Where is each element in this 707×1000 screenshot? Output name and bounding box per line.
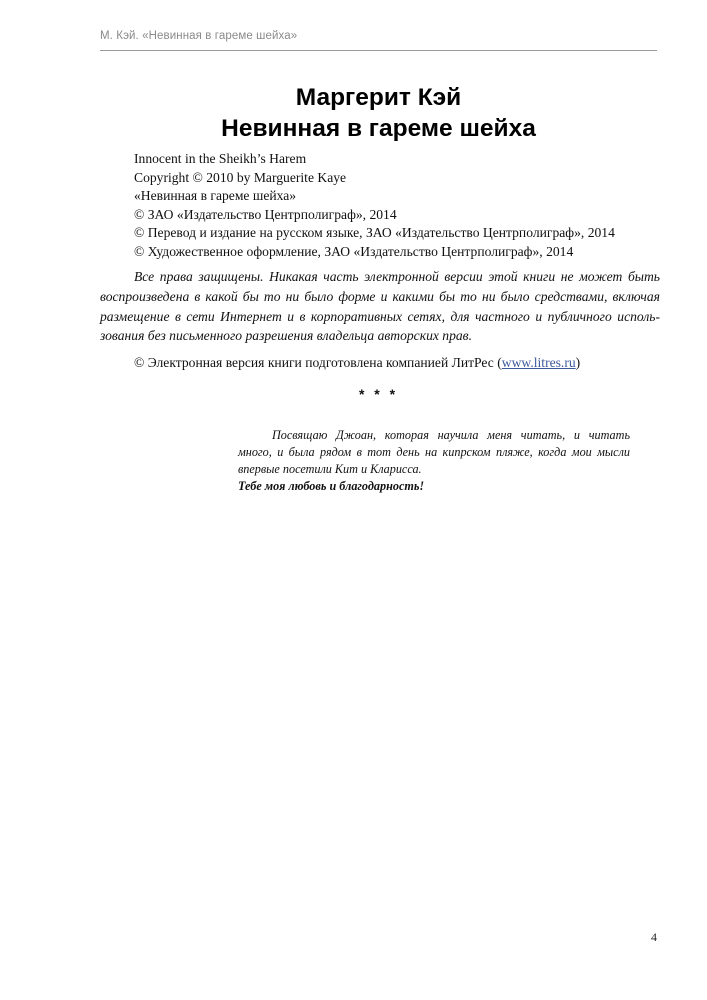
litres-prefix: © Электронная версия книги подготовлена компанией ЛитРес ( bbox=[134, 355, 502, 370]
copyright-block bbox=[134, 150, 615, 261]
copyright-line: «Невинная в гареме шейха» bbox=[134, 188, 297, 203]
copyright-line: © Художественное оформление, ЗАО «Издательство Центрполиграф», 2014 bbox=[134, 243, 574, 259]
rights-notice-line: Все права защищены. Никакая часть электронной версии этой книги не может быть bbox=[134, 269, 660, 284]
section-separator: * * * bbox=[358, 386, 399, 402]
litres-link[interactable]: www.litres.ru bbox=[501, 355, 576, 370]
litres-suffix: ) bbox=[575, 355, 581, 370]
page-number: 4 bbox=[651, 930, 657, 944]
header-divider bbox=[100, 50, 657, 51]
dedication-closing: Тебе моя любовь и благодарность! bbox=[238, 479, 425, 493]
book-title: Невинная в гареме шейха bbox=[221, 115, 536, 142]
author-name: Маргерит Кэй bbox=[295, 84, 462, 111]
dedication-line: Посвящаю Джоан, которая научила меня читать, и читать bbox=[272, 428, 630, 442]
copyright-line: © Перевод и издание на русском языке, ЗАО «Издательство Центрполиграф», 2014 bbox=[134, 225, 615, 240]
dedication-line: много, и была рядом в тот день на кипрском пляже, когда мои мысли bbox=[238, 445, 630, 459]
rights-notice-line: воспроизведена в какой бы то ни было форме и какими бы то ни было средствами, включая bbox=[100, 288, 660, 304]
rights-notice-line: размещение в сети Интернет и в корпоративных сетях, для частного и публичного исполь- bbox=[100, 308, 660, 324]
book-title-block bbox=[100, 82, 657, 144]
electronic-edition-note bbox=[134, 353, 580, 372]
copyright-line: Innocent in the Sheikh’s Harem bbox=[134, 151, 307, 166]
dedication bbox=[238, 427, 630, 495]
copyright-line: Copyright © 2010 by Marguerite Kaye bbox=[134, 169, 347, 185]
rights-notice bbox=[100, 267, 660, 346]
running-header: М. Кэй. «Невинная в гареме шейха» bbox=[100, 30, 298, 42]
dedication-line: впервые посетили Кит и Кларисса. bbox=[238, 462, 422, 476]
rights-notice-line: зования без письменного разрешения владельца авторских прав. bbox=[100, 328, 472, 344]
copyright-line: © ЗАО «Издательство Центрполиграф», 2014 bbox=[134, 206, 397, 222]
